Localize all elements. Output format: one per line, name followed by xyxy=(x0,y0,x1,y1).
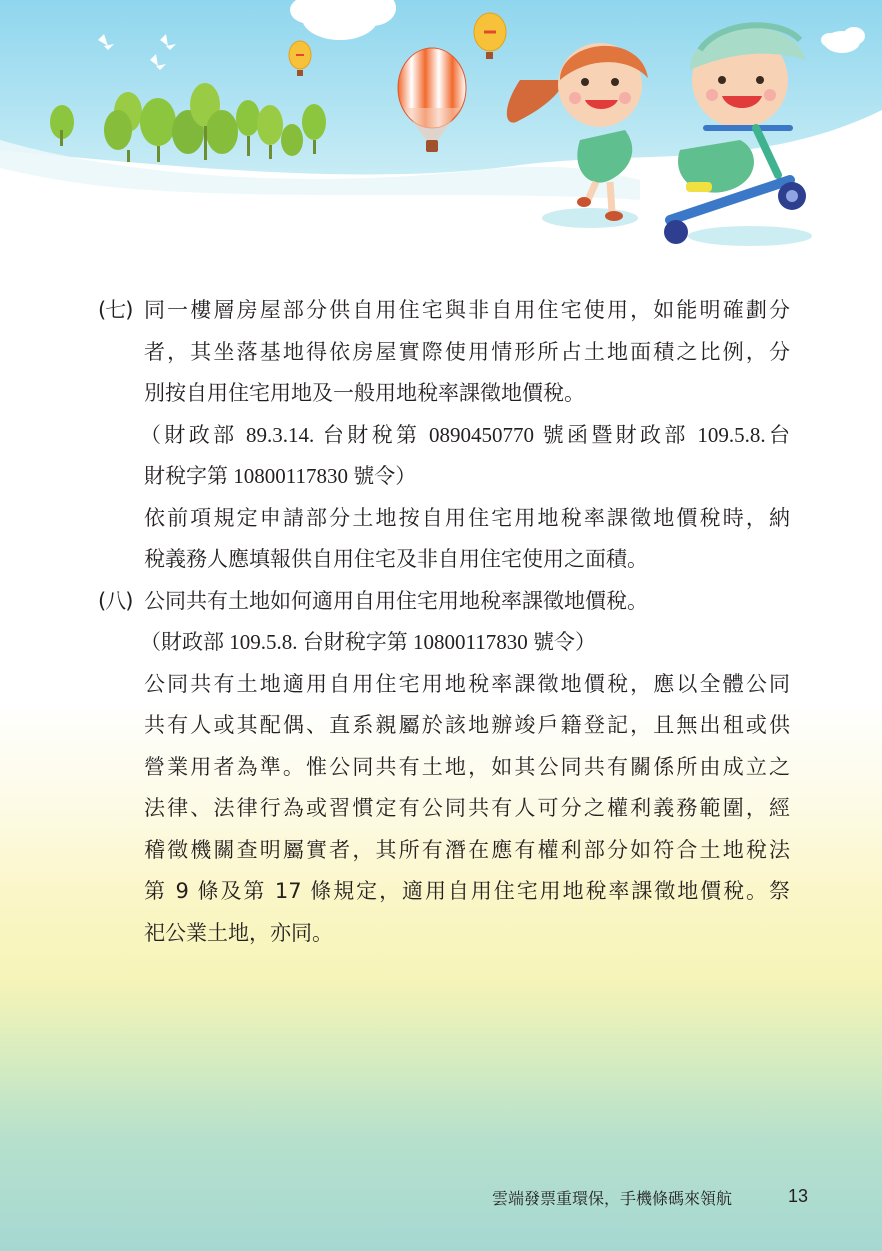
item-7-note-line: 稅義務人應填報供自用住宅及非自用住宅使用之面積。 xyxy=(144,547,648,571)
item-8-body-line: 法律、法律行為或習慣定有公同共有人可分之權利義務範圍，經 xyxy=(144,796,790,820)
line-row xyxy=(98,332,790,374)
line-row xyxy=(98,747,790,789)
item-8-title: 公同共有土地如何適用自用住宅用地稅率課徵地價稅。 xyxy=(144,588,648,613)
item-7-reference-line: （財政部 89.3.14. 台財稅第 0890450770 號函暨財政部 109.5.8.台 xyxy=(140,422,790,447)
item-7-paragraph xyxy=(98,290,790,332)
line-row xyxy=(98,373,790,415)
item-7-reference-line: 財稅字第 10800117830 號令） xyxy=(144,464,417,488)
line-row xyxy=(98,913,790,955)
item-8-body-line: 第 9 條及第 17 條規定，適用自用住宅用地稅率課徵地價稅。祭 xyxy=(144,879,790,903)
item-8-body-line: 祀公業土地，亦同。 xyxy=(144,920,333,945)
line-row xyxy=(98,788,790,830)
item-7-number: (七) xyxy=(98,298,133,322)
text-line: 別按自用住宅用地及一般用地稅率課徵地價稅。 xyxy=(144,381,585,405)
item-8-reference: （財政部 109.5.8. 台財稅字第 10800117830 號令） xyxy=(140,630,596,654)
item-8-body-line: 營業用者為準。惟公同共有土地，如其公同共有關係所由成立之 xyxy=(144,754,790,779)
page-number: 13 xyxy=(788,1186,809,1206)
line-row xyxy=(98,871,790,913)
item-8-body-line: 共有人或其配偶、直系親屬於該地辦竣戶籍登記，且無出租或供 xyxy=(144,713,790,737)
line-row xyxy=(98,415,790,457)
line-row xyxy=(98,622,790,664)
text-line: 同一樓層房屋部分供自用住宅與非自用住宅使用，如能明確劃分 xyxy=(144,298,790,322)
document-body xyxy=(98,290,790,954)
line-row xyxy=(98,456,790,498)
header-illustration xyxy=(0,0,882,260)
item-8-body-line: 稽徵機關查明屬實者，其所有潛在應有權利部分如符合土地稅法 xyxy=(144,837,790,862)
line-row xyxy=(98,664,790,706)
item-7-note-line: 依前項規定申請部分土地按自用住宅用地稅率課徵地價稅時，納 xyxy=(144,505,790,530)
item-8-body-line: 公同共有土地適用自用住宅用地稅率課徵地價稅，應以全體公同 xyxy=(144,671,790,696)
line-row xyxy=(98,539,790,581)
line-row xyxy=(98,498,790,540)
footer-slogan: 雲端發票重環保，手機條碼來領航 xyxy=(492,1189,733,1208)
line-row xyxy=(98,830,790,872)
line-row xyxy=(98,705,790,747)
item-8-paragraph xyxy=(98,581,790,623)
item-8-number: (八) xyxy=(98,588,133,613)
text-line: 者，其坐落基地得依房屋實際使用情形所占土地面積之比例，分 xyxy=(144,339,790,364)
